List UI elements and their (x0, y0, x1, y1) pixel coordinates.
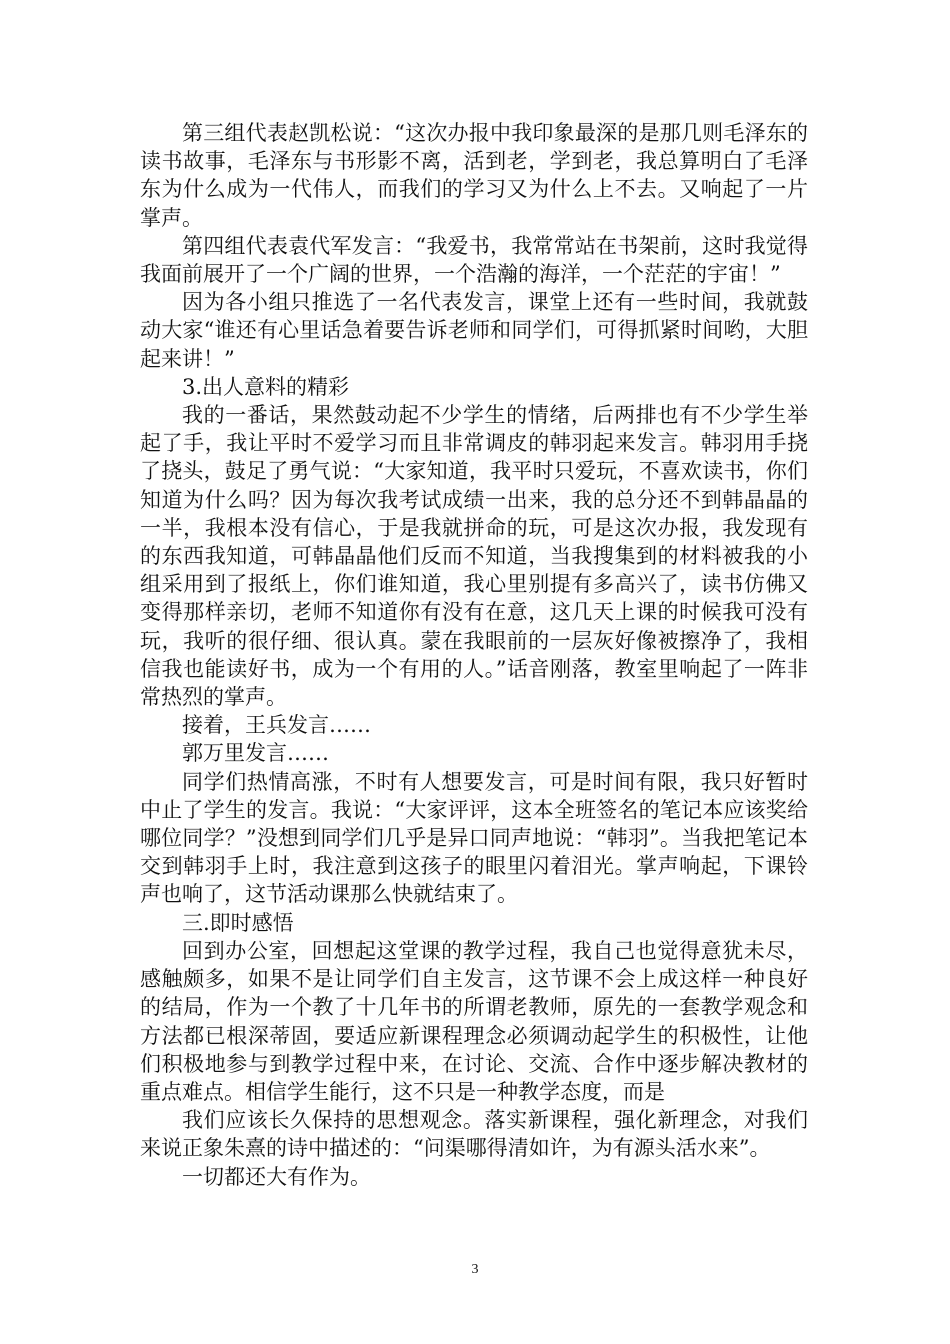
paragraph-10: 回到办公室，回想起这堂课的教学过程，我自己也觉得意犹未尽，感触颇多，如果不是让同学们自主发言，这节课不会上成这样一种良好的结局，作为一个教了十几年书的所谓老教师，原先的一套教学观念和方法都已根深蒂固，要适应新课程理念必须调动起学生的积极性，让他们积极地参与到教学过程中来，在讨论、交流、合作中逐步解决教材的重点难点。相信学生能行，这不只是一种教学态度，而是 (140, 938, 808, 1104)
paragraph-12: 一切都还大有作为。 (182, 1164, 371, 1189)
page-number: 3 (471, 1262, 479, 1277)
paragraph-7: 郭万里发言…… (182, 741, 329, 766)
paragraph-1: 第三组代表赵凯松说：“这次办报中我印象最深的是那几则毛泽东的读书故事，毛泽东与书形影不离，活到老，学到老，我总算明白了毛泽东为什么成为一代伟人，而我们的学习又为什么上不去。又响起了一片掌声。 (140, 121, 808, 230)
document-body (140, 119, 808, 1191)
paragraph-6: 接着，王兵发言…… (182, 713, 371, 738)
paragraph-11: 我们应该长久保持的思想观念。落实新课程，强化新理念，对我们来说正象朱熹的诗中描述的：“问渠哪得清如许，为有源头活水来”。 (140, 1108, 808, 1161)
section-heading-reflection: 三.即时感悟 (182, 910, 294, 935)
paragraph-8: 同学们热情高涨，不时有人想要发言，可是时间有限，我只好暂时中止了学生的发言。我说：“大家评评，这本全班签名的笔记本应该奖给哪位同学？”没想到同学们几乎是异口同声地说：“韩羽”。当我把笔记本交到韩羽手上时，我注意到这孩子的眼里闪着泪光。掌声响起，下课铃声也响了，这节活动课那么快就结束了。 (140, 769, 808, 907)
section-heading-3: 3.出人意料的精彩 (182, 374, 350, 399)
paragraph-5: 我的一番话，果然鼓动起不少学生的情绪，后两排也有不少学生举起了手，我让平时不爱学习而且非常调皮的韩羽起来发言。韩羽用手挠了挠头，鼓足了勇气说：“大家知道，我平时只爱玩，不喜欢读书，你们知道为什么吗？因为每次我考试成绩一出来，我的总分还不到韩晶晶的一半，我根本没有信心，于是我就拼命的玩，可是这次办报，我发现有的东西我知道，可韩晶晶他们反而不知道，当我搜集到的材料被我的小组采用到了报纸上，你们谁知道，我心里别提有多高兴了，读书仿佛又变得那样亲切，老师不知道你有没有在意，这几天上课的时候我可没有玩，我听的很仔细、很认真。蒙在我眼前的一层灰好像被擦净了，我相信我也能读好书，成为一个有用的人。”话音刚落，教室里响起了一阵非常热烈的掌声。 (140, 403, 808, 710)
paragraph-3: 因为各小组只推选了一名代表发言，课堂上还有一些时间，我就鼓动大家“谁还有心里话急着要告诉老师和同学们，可得抓紧时间哟，大胆起来讲！” (140, 290, 808, 371)
paragraph-2: 第四组代表袁代军发言：“我爱书，我常常站在书架前，这时我觉得我面前展开了一个广阔的世界，一个浩瀚的海洋，一个茫茫的宇宙！” (140, 233, 808, 287)
